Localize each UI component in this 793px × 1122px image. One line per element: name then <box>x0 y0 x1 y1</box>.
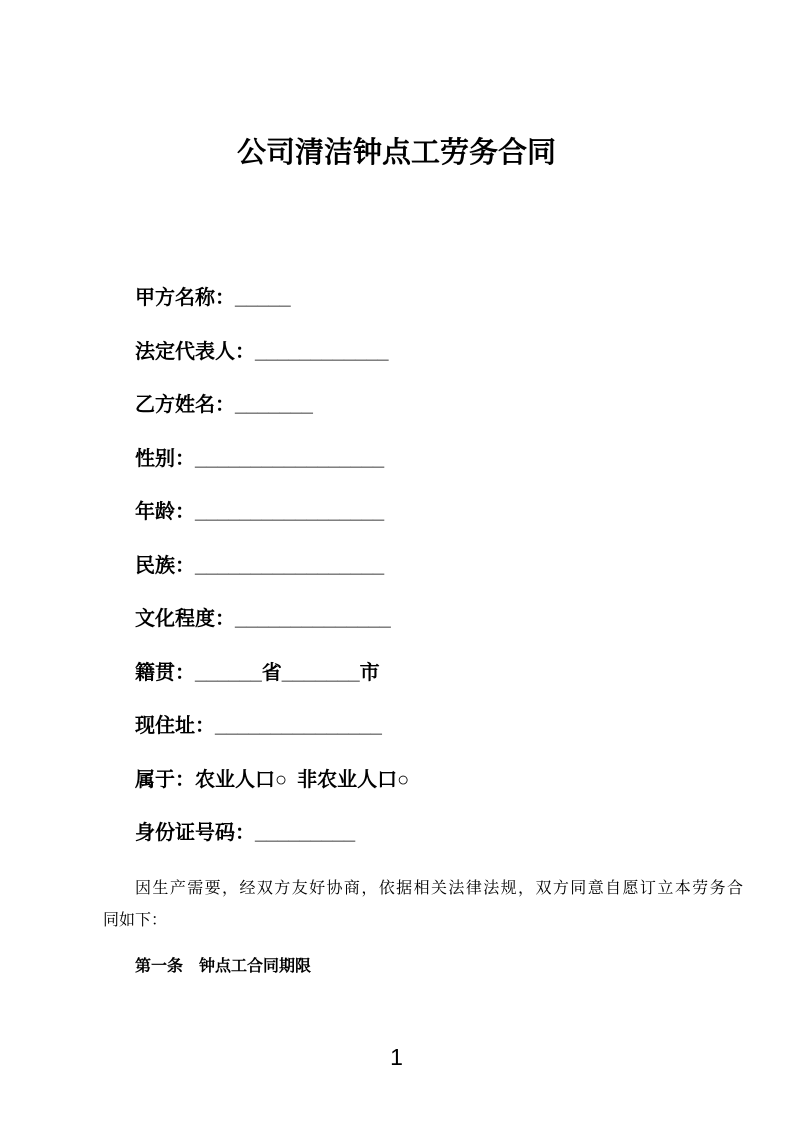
field-ethnicity <box>103 552 743 580</box>
field-legal-representative <box>103 338 743 366</box>
blank-line: _______ <box>281 661 360 684</box>
field-id-card-number <box>103 819 743 847</box>
blank-line: ______________ <box>235 608 391 630</box>
field-native-place <box>103 659 743 687</box>
field-party-b-name <box>103 391 743 419</box>
intro-line-2: 同如下： <box>103 911 168 929</box>
party-info-fields <box>103 284 743 847</box>
field-age <box>103 498 743 526</box>
field-label: 甲方名称： <box>135 287 235 309</box>
field-gender <box>103 445 743 473</box>
field-label: 属于： <box>135 768 195 791</box>
field-party-a-name <box>103 284 743 312</box>
province-suffix: 省 <box>261 661 282 684</box>
field-label: 籍贯： <box>135 661 195 684</box>
page-number: 1 <box>390 1044 403 1070</box>
city-suffix: 市 <box>359 661 380 684</box>
field-label: 文化程度： <box>135 608 235 630</box>
blank-line: _________ <box>255 822 356 844</box>
clause-1-heading: 第一条 钟点工合同期限 <box>135 957 312 975</box>
field-label: 身份证号码： <box>135 822 255 844</box>
field-label: 法定代表人： <box>135 340 255 363</box>
option-agricultural-population: 农业人口○ <box>195 768 288 791</box>
blank-line: _________________ <box>195 501 385 523</box>
intro-paragraph <box>103 873 743 937</box>
blank-line: ______ <box>195 661 262 684</box>
field-label: 民族： <box>135 554 195 577</box>
blank-line: _______________ <box>215 715 382 737</box>
blank-line: _____ <box>235 287 291 309</box>
intro-line-1: 因生产需要，经双方友好协商，依据相关法律法规，双方同意自愿订立本劳务合 <box>135 879 743 897</box>
blank-line: _______ <box>235 394 313 416</box>
field-label: 性别： <box>135 447 195 470</box>
blank-line: _________________ <box>195 447 385 470</box>
field-current-address <box>103 712 743 740</box>
field-label: 乙方姓名： <box>135 394 235 416</box>
field-label: 现住址： <box>135 715 215 737</box>
blank-line: ____________ <box>255 340 389 363</box>
field-education-level <box>103 605 743 633</box>
field-label: 年龄： <box>135 501 195 523</box>
document-title: 公司清洁钟点工劳务合同 <box>236 137 556 169</box>
field-population-type <box>103 766 743 794</box>
option-non-agricultural-population: 非农业人口○ <box>297 768 410 791</box>
blank-line: _________________ <box>195 554 385 577</box>
